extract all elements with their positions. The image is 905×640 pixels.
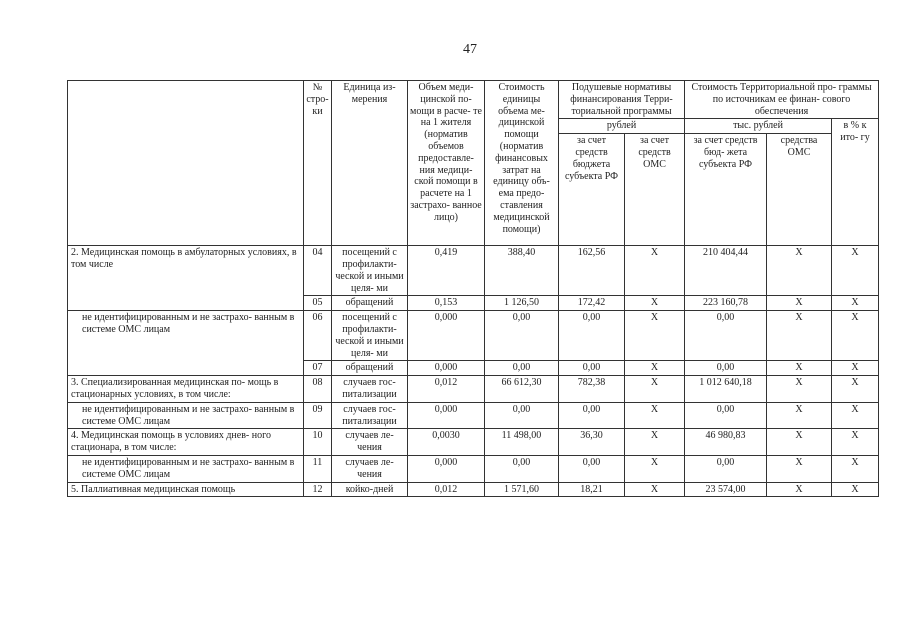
pc-oms-cell: X [625, 296, 685, 311]
tc-oms-cell: X [767, 311, 832, 361]
row-name: 4. Медицинская помощь в условиях днев- ного стационара, в том числе: [68, 429, 304, 456]
header-pc-budget: за счет средств бюджета субъекта РФ [559, 134, 625, 246]
pc-oms-cell: X [625, 429, 685, 456]
tc-percent-cell: X [832, 311, 879, 361]
cost-cell: 0,00 [485, 402, 559, 429]
volume-cell: 0,000 [408, 455, 485, 482]
volume-cell: 0,000 [408, 402, 485, 429]
unit-cell: обращений [332, 296, 408, 311]
tc-percent-cell: X [832, 361, 879, 376]
table-row [68, 402, 879, 429]
header-territorial-unit: тыс. рублей [685, 119, 832, 134]
row-number: 12 [304, 482, 332, 497]
table-row [68, 246, 879, 296]
tc-percent-cell: X [832, 482, 879, 497]
header-per-capita: Подушевые нормативы финансирования Терри- ториальной программы [559, 81, 685, 119]
tc-budget-cell: 23 574,00 [685, 482, 767, 497]
unit-cell: обращений [332, 361, 408, 376]
cost-cell: 11 498,00 [485, 429, 559, 456]
tc-oms-cell: X [767, 296, 832, 311]
pc-budget-cell: 36,30 [559, 429, 625, 456]
tc-budget-cell: 0,00 [685, 311, 767, 361]
pc-budget-cell: 0,00 [559, 455, 625, 482]
cost-cell: 388,40 [485, 246, 559, 296]
pc-budget-cell: 162,56 [559, 246, 625, 296]
pc-oms-cell: X [625, 402, 685, 429]
header-territorial-cost: Стоимость Территориальной про- граммы по источникам ее финан- сового обеспечения [685, 81, 879, 119]
row-name: не идентифицированным и не застрахо- ванным в системе ОМС лицам [68, 311, 304, 376]
volume-cell: 0,153 [408, 296, 485, 311]
volume-cell: 0,0030 [408, 429, 485, 456]
tc-oms-cell: X [767, 246, 832, 296]
pc-budget-cell: 0,00 [559, 361, 625, 376]
table-row [68, 376, 879, 403]
volume-cell: 0,000 [408, 311, 485, 361]
row-number: 09 [304, 402, 332, 429]
tc-budget-cell: 0,00 [685, 361, 767, 376]
unit-cell: случаев гос- питализации [332, 376, 408, 403]
cost-cell: 0,00 [485, 361, 559, 376]
cost-cell: 0,00 [485, 455, 559, 482]
pc-oms-cell: X [625, 246, 685, 296]
row-name: 5. Паллиативная медицинская помощь [68, 482, 304, 497]
unit-cell: посещений с профилакти- ческой и иными целя- ми [332, 246, 408, 296]
row-number: 11 [304, 455, 332, 482]
header-pc-oms: за счет средств ОМС [625, 134, 685, 246]
pc-oms-cell: X [625, 376, 685, 403]
header-empty-cell [68, 81, 304, 246]
header-row-1 [68, 81, 879, 119]
table-row [68, 311, 879, 361]
tc-oms-cell: X [767, 376, 832, 403]
row-name: 2. Медицинская помощь в амбулаторных условиях, в том числе [68, 246, 304, 311]
table-row [68, 429, 879, 456]
pc-oms-cell: X [625, 455, 685, 482]
pc-budget-cell: 172,42 [559, 296, 625, 311]
row-number: 05 [304, 296, 332, 311]
row-name: не идентифицированным и не застрахо- ванным в системе ОМС лицам [68, 402, 304, 429]
tc-percent-cell: X [832, 296, 879, 311]
tc-percent-cell: X [832, 246, 879, 296]
row-number: 04 [304, 246, 332, 296]
tc-budget-cell: 0,00 [685, 455, 767, 482]
header-tc-budget: за счет средств бюд- жета субъекта РФ [685, 134, 767, 246]
tc-oms-cell: X [767, 455, 832, 482]
header-unit: Единица из- мерения [332, 81, 408, 246]
tc-oms-cell: X [767, 482, 832, 497]
tc-oms-cell: X [767, 402, 832, 429]
tc-budget-cell: 0,00 [685, 402, 767, 429]
unit-cell: случаев ле- чения [332, 429, 408, 456]
pc-budget-cell: 0,00 [559, 311, 625, 361]
header-volume: Объем меди- цинской по- мощи в расче- те на 1 жителя (норматив объемов предоставле- ния медици- ской помощи в расчете на 1 застрахо- ванное лицо) [408, 81, 485, 246]
unit-cell: посещений с профилакти- ческой и иными целя- ми [332, 311, 408, 361]
unit-cell: койко-дней [332, 482, 408, 497]
row-number: 08 [304, 376, 332, 403]
row-name: 3. Специализированная медицинская по- мощь в стационарных условиях, в том числе: [68, 376, 304, 403]
tc-budget-cell: 46 980,83 [685, 429, 767, 456]
pc-oms-cell: X [625, 311, 685, 361]
pc-budget-cell: 18,21 [559, 482, 625, 497]
pc-oms-cell: X [625, 482, 685, 497]
pc-budget-cell: 0,00 [559, 402, 625, 429]
cost-cell: 66 612,30 [485, 376, 559, 403]
tc-percent-cell: X [832, 376, 879, 403]
table-row [68, 482, 879, 497]
volume-cell: 0,419 [408, 246, 485, 296]
tc-oms-cell: X [767, 429, 832, 456]
tc-budget-cell: 210 404,44 [685, 246, 767, 296]
page-number: 47 [463, 42, 477, 57]
tc-percent-cell: X [832, 429, 879, 456]
volume-cell: 0,012 [408, 376, 485, 403]
pc-budget-cell: 782,38 [559, 376, 625, 403]
header-tc-oms: средства ОМС [767, 134, 832, 246]
tc-oms-cell: X [767, 361, 832, 376]
pc-oms-cell: X [625, 361, 685, 376]
tc-budget-cell: 1 012 640,18 [685, 376, 767, 403]
table-row [68, 455, 879, 482]
row-name: не идентифицированным и не застрахо- ванным в системе ОМС лицам [68, 455, 304, 482]
unit-cell: случаев ле- чения [332, 455, 408, 482]
tc-budget-cell: 223 160,78 [685, 296, 767, 311]
header-per-capita-unit: рублей [559, 119, 685, 134]
header-row-no: № стро- ки [304, 81, 332, 246]
cost-cell: 1 571,60 [485, 482, 559, 497]
volume-cell: 0,012 [408, 482, 485, 497]
row-number: 06 [304, 311, 332, 361]
cost-cell: 0,00 [485, 311, 559, 361]
tc-percent-cell: X [832, 402, 879, 429]
unit-cell: случаев гос- питализации [332, 402, 408, 429]
header-percent-total: в % к ито- гу [832, 119, 879, 246]
tc-percent-cell: X [832, 455, 879, 482]
volume-cell: 0,000 [408, 361, 485, 376]
financing-table [67, 80, 879, 497]
row-number: 10 [304, 429, 332, 456]
header-cost: Стоимость единицы объема ме- дицинской помощи (норматив финансовых затрат на единицу объ- ема предо- ставления медицинской помощи) [485, 81, 559, 246]
cost-cell: 1 126,50 [485, 296, 559, 311]
row-number: 07 [304, 361, 332, 376]
